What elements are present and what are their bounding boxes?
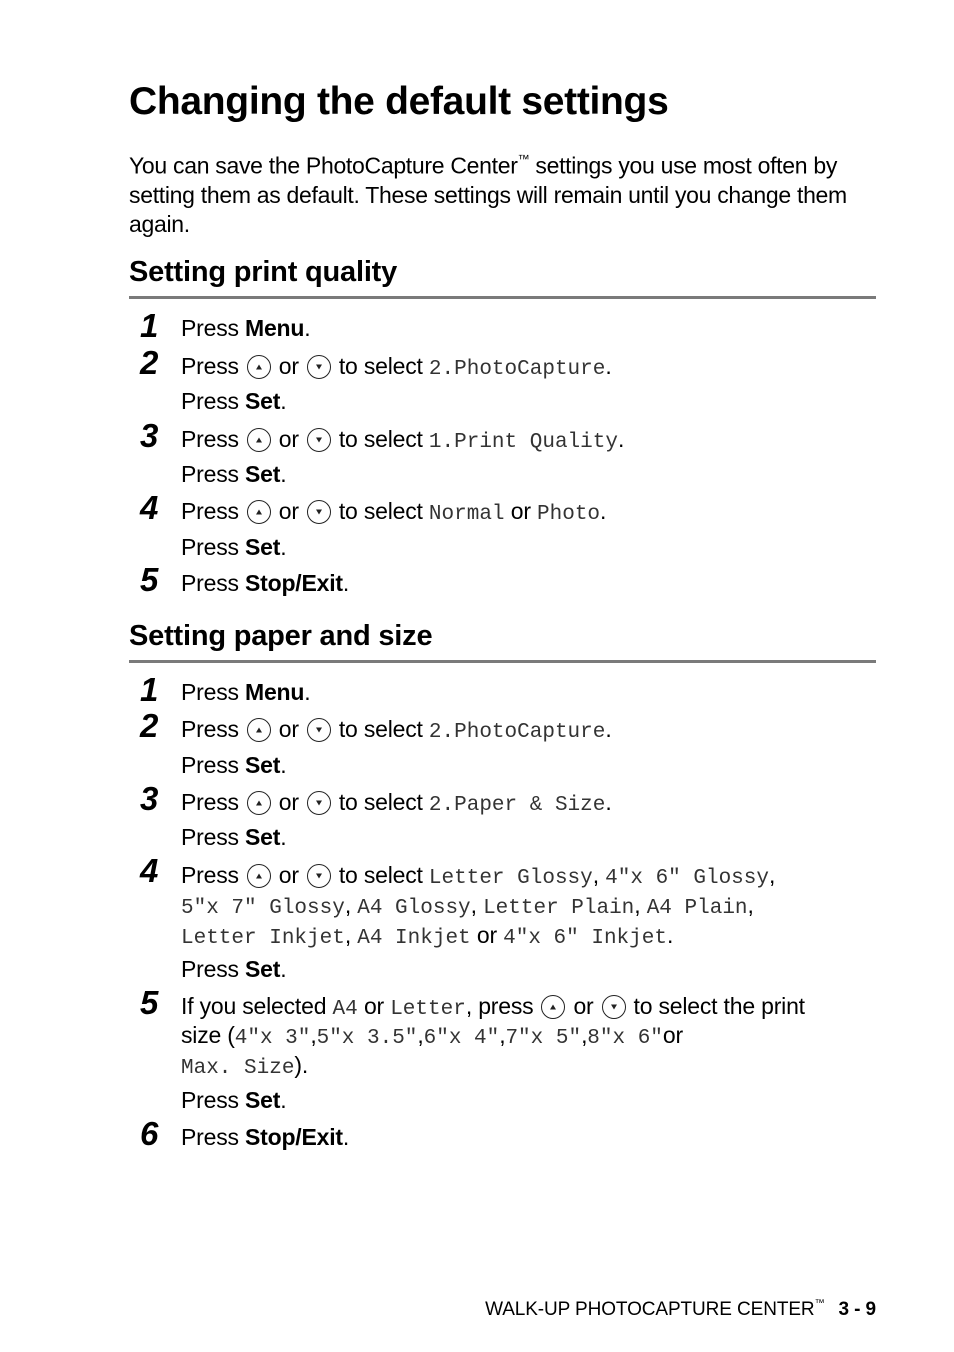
print-size-option: Max. Size bbox=[181, 1057, 295, 1080]
paper-type-option: A4 Glossy bbox=[357, 897, 471, 920]
up-arrow-icon bbox=[247, 718, 271, 742]
paper-type-option: 4″x 6″ Glossy bbox=[605, 867, 769, 890]
step-text: Press or to select 2.Paper & Size. bbox=[181, 789, 612, 817]
menu-key-label: Menu bbox=[245, 315, 305, 341]
step-text: Press Menu. bbox=[181, 315, 311, 341]
step-text: Press Set. bbox=[181, 956, 287, 982]
set-key-label: Set bbox=[245, 956, 281, 982]
page-footer: WALK-UP PHOTOCAPTURE CENTER™ 3 - 9 bbox=[485, 1297, 876, 1320]
down-arrow-icon bbox=[307, 864, 331, 888]
print-size-option: 4″x 3″ bbox=[234, 1027, 311, 1050]
step-text: Press or to select Letter Glossy, 4″x 6″ Glossy, bbox=[181, 862, 776, 890]
paper-option-letter: Letter bbox=[390, 998, 466, 1021]
up-arrow-icon bbox=[247, 355, 271, 379]
up-arrow-icon bbox=[247, 791, 271, 815]
step-text: Press Menu. bbox=[181, 679, 311, 705]
intro-paragraph: You can save the PhotoCapture Center™ settings you use most often by setting them as default. These settings will remain until you change them again. bbox=[129, 152, 847, 237]
step-text: Press Set. bbox=[181, 1087, 287, 1113]
print-size-option: 7″x 5″ bbox=[505, 1027, 582, 1050]
paper-type-option: Letter Inkjet bbox=[181, 927, 345, 950]
step-number: 3 bbox=[140, 780, 159, 817]
step-number: 1 bbox=[140, 671, 159, 708]
step-text: Press Set. bbox=[181, 534, 287, 560]
print-size-option: 5″x 3.5″ bbox=[316, 1027, 418, 1050]
set-key-label: Set bbox=[245, 461, 281, 487]
down-arrow-icon bbox=[307, 500, 331, 524]
step-text: 5″x 7″ Glossy, A4 Glossy, Letter Plain, A4 Plain, bbox=[181, 892, 754, 920]
menu-option: 2.PhotoCapture bbox=[428, 721, 606, 744]
step-text: Max. Size). bbox=[181, 1052, 309, 1080]
paper-type-option: A4 Plain bbox=[646, 897, 748, 920]
step-number: 6 bbox=[140, 1115, 159, 1152]
step-text: Press Set. bbox=[181, 824, 287, 850]
step-text: Letter Inkjet, A4 Inkjet or 4″x 6″ Inkjet. bbox=[181, 922, 674, 950]
up-arrow-icon bbox=[247, 500, 271, 524]
set-key-label: Set bbox=[245, 388, 281, 414]
paper-type-option: Letter Glossy bbox=[428, 867, 593, 890]
paper-type-option: 4″x 6″ Inkjet bbox=[503, 927, 667, 950]
up-arrow-icon bbox=[247, 864, 271, 888]
print-size-option: 6″x 4″ bbox=[423, 1027, 500, 1050]
step-text: Press Set. bbox=[181, 388, 287, 414]
step-number: 2 bbox=[140, 344, 159, 381]
step-text: Press Stop/Exit. bbox=[181, 1124, 350, 1150]
set-key-label: Set bbox=[245, 1087, 281, 1113]
menu-option: 2.PhotoCapture bbox=[428, 358, 606, 381]
paper-type-option: 5″x 7″ Glossy bbox=[181, 897, 345, 920]
stop-exit-key-label: Stop/Exit bbox=[245, 570, 343, 596]
page-number: 3 - 9 bbox=[838, 1299, 876, 1320]
step-number: 4 bbox=[140, 852, 159, 889]
step-number: 1 bbox=[140, 307, 159, 344]
menu-option: 1.Print Quality bbox=[428, 431, 618, 454]
section-heading-print-quality: Setting print quality bbox=[129, 256, 876, 299]
down-arrow-icon bbox=[307, 718, 331, 742]
down-arrow-icon bbox=[307, 791, 331, 815]
menu-key-label: Menu bbox=[245, 679, 305, 705]
step-text: Press Set. bbox=[181, 461, 287, 487]
set-key-label: Set bbox=[245, 534, 281, 560]
step-number: 3 bbox=[140, 417, 159, 454]
step-number: 2 bbox=[140, 707, 159, 744]
paper-type-option: Letter Plain bbox=[483, 897, 635, 920]
step-text: Press Set. bbox=[181, 752, 287, 778]
set-key-label: Set bbox=[245, 824, 281, 850]
set-key-label: Set bbox=[245, 752, 281, 778]
up-arrow-icon bbox=[247, 428, 271, 452]
section-heading-paper-size: Setting paper and size bbox=[129, 620, 876, 663]
stop-exit-key-label: Stop/Exit bbox=[245, 1124, 343, 1150]
down-arrow-icon bbox=[307, 428, 331, 452]
down-arrow-icon bbox=[602, 995, 626, 1019]
page-title: Changing the default settings bbox=[129, 80, 669, 123]
step-text: If you selected A4 or Letter, press or to select the print bbox=[181, 993, 805, 1021]
down-arrow-icon bbox=[307, 355, 331, 379]
step-text: size (4″x 3″,5″x 3.5″,6″x 4″,7″x 5″,8″x 6″or bbox=[181, 1022, 683, 1050]
paper-type-option: A4 Inkjet bbox=[357, 927, 471, 950]
paper-option-a4: A4 bbox=[332, 998, 358, 1021]
footer-chapter-title: WALK-UP PHOTOCAPTURE CENTER bbox=[485, 1299, 815, 1320]
print-size-option: 8″x 6″ bbox=[587, 1027, 663, 1050]
step-text: Press or to select 1.Print Quality. bbox=[181, 426, 625, 454]
step-text: Press Stop/Exit. bbox=[181, 570, 350, 596]
step-text: Press or to select 2.PhotoCapture. bbox=[181, 353, 612, 381]
trademark-symbol: ™ bbox=[517, 152, 530, 166]
up-arrow-icon bbox=[541, 995, 565, 1019]
step-number: 4 bbox=[140, 489, 159, 526]
step-number: 5 bbox=[140, 561, 159, 598]
step-text: Press or to select 2.PhotoCapture. bbox=[181, 716, 612, 744]
menu-option: Normal bbox=[428, 503, 505, 526]
menu-option: Photo bbox=[537, 503, 601, 526]
step-text: Press or to select Normal or Photo. bbox=[181, 498, 607, 526]
step-number: 5 bbox=[140, 984, 159, 1021]
menu-option: 2.Paper & Size bbox=[428, 794, 606, 817]
